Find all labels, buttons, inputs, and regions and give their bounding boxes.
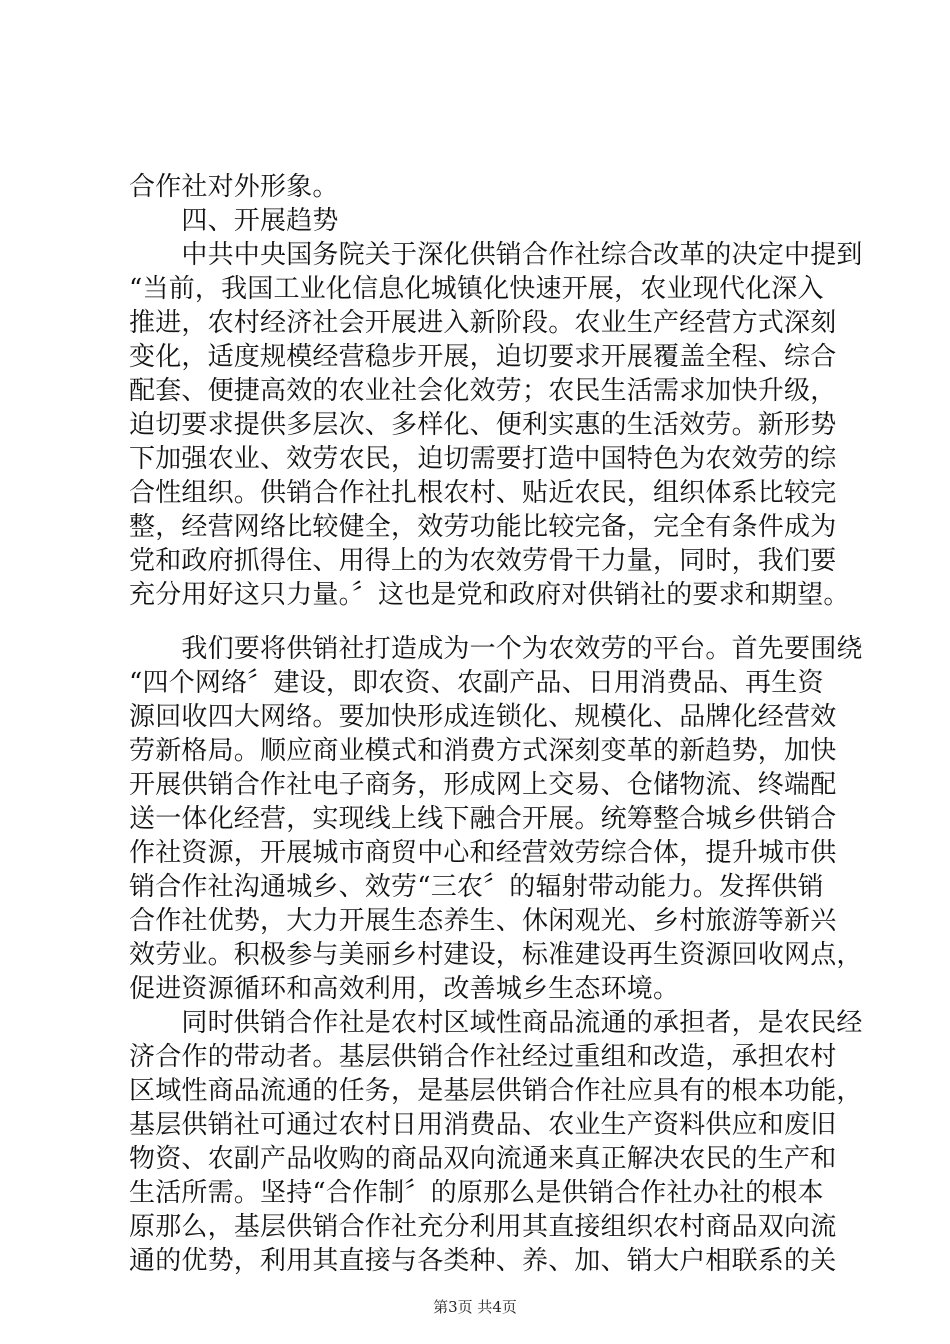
text-line: “四个网络〞建设，即农资、农副产品、日用消费品、再生资 — [129, 668, 824, 698]
text-line: 合作社对外形象。 — [129, 172, 339, 202]
section-heading: 四、开展趋势 — [129, 206, 339, 236]
text-line: 效劳业。积极参与美丽乡村建设，标准建设再生资源回收网点， — [129, 940, 863, 970]
text-line: 推进，农村经济社会开展进入新阶段。农业生产经营方式深刻 — [129, 308, 837, 338]
text-line: 物资、农副产品收购的商品双向流通来真正解决农民的生产和 — [129, 1144, 837, 1174]
text-line: 销合作社沟通城乡、效劳“三农〞的辐射带动能力。发挥供销 — [129, 872, 824, 902]
text-line: 劳新格局。顺应商业模式和消费方式深刻变革的新趋势，加快 — [129, 736, 837, 766]
text-line: 原那么，基层供销合作社充分利用其直接组织农村商品双向流 — [129, 1212, 837, 1242]
text-line: 变化，适度规模经营稳步开展，迫切要求开展覆盖全程、综合 — [129, 342, 837, 372]
text-line: 生活所需。坚持“合作制〞的原那么是供销合作社办社的根本 — [129, 1178, 824, 1208]
text-line: 中共中央国务院关于深化供销合作社综合改革的决定中提到 — [129, 240, 863, 270]
text-line: 作社资源，开展城市商贸中心和经营效劳综合体，提升城市供 — [129, 838, 837, 868]
text-line: 同时供销合作社是农村区域性商品流通的承担者，是农民经 — [129, 1008, 863, 1038]
text-line: 迫切要求提供多层次、多样化、便利实惠的生活效劳。新形势 — [129, 410, 837, 440]
text-line: 源回收四大网络。要加快形成连锁化、规模化、品牌化经营效 — [129, 702, 837, 732]
text-line: 党和政府抓得住、用得上的为农效劳骨干力量，同时，我们要 — [129, 546, 837, 576]
text-line: 区域性商品流通的任务，是基层供销合作社应具有的根本功能， — [129, 1076, 863, 1106]
text-line: 合性组织。供销合作社扎根农村、贴近农民，组织体系比较完 — [129, 478, 837, 508]
text-line: 合作社优势，大力开展生态养生、休闲观光、乡村旅游等新兴 — [129, 906, 837, 936]
text-line: 我们要将供销社打造成为一个为农效劳的平台。首先要围绕 — [129, 634, 863, 664]
text-line: 开展供销合作社电子商务，形成网上交易、仓储物流、终端配 — [129, 770, 837, 800]
text-line: 济合作的带动者。基层供销合作社经过重组和改造，承担农村 — [129, 1042, 837, 1072]
text-line: 配套、便捷高效的农业社会化效劳；农民生活需求加快升级， — [129, 376, 837, 406]
text-line: 基层供销社可通过农村日用消费品、农业生产资料供应和废旧 — [129, 1110, 837, 1140]
text-line: 下加强农业、效劳农民，迫切需要打造中国特色为农效劳的综 — [129, 444, 837, 474]
text-line: 通的优势，利用其直接与各类种、养、加、销大户相联系的关 — [129, 1246, 837, 1276]
text-line: 送一体化经营，实现线上线下融合开展。统筹整合城乡供销合 — [129, 804, 837, 834]
text-line: 整，经营网络比较健全，效劳功能比较完备，完全有条件成为 — [129, 512, 837, 542]
text-line: 充分用好这只力量。〞这也是党和政府对供销社的要求和期望。 — [129, 580, 850, 610]
text-line: 促进资源循环和高效利用，改善城乡生态环境。 — [129, 974, 680, 1004]
text-line: “当前，我国工业化信息化城镇化快速开展，农业现代化深入 — [129, 274, 824, 304]
page-footer: 第3页 共4页 — [433, 1298, 517, 1316]
